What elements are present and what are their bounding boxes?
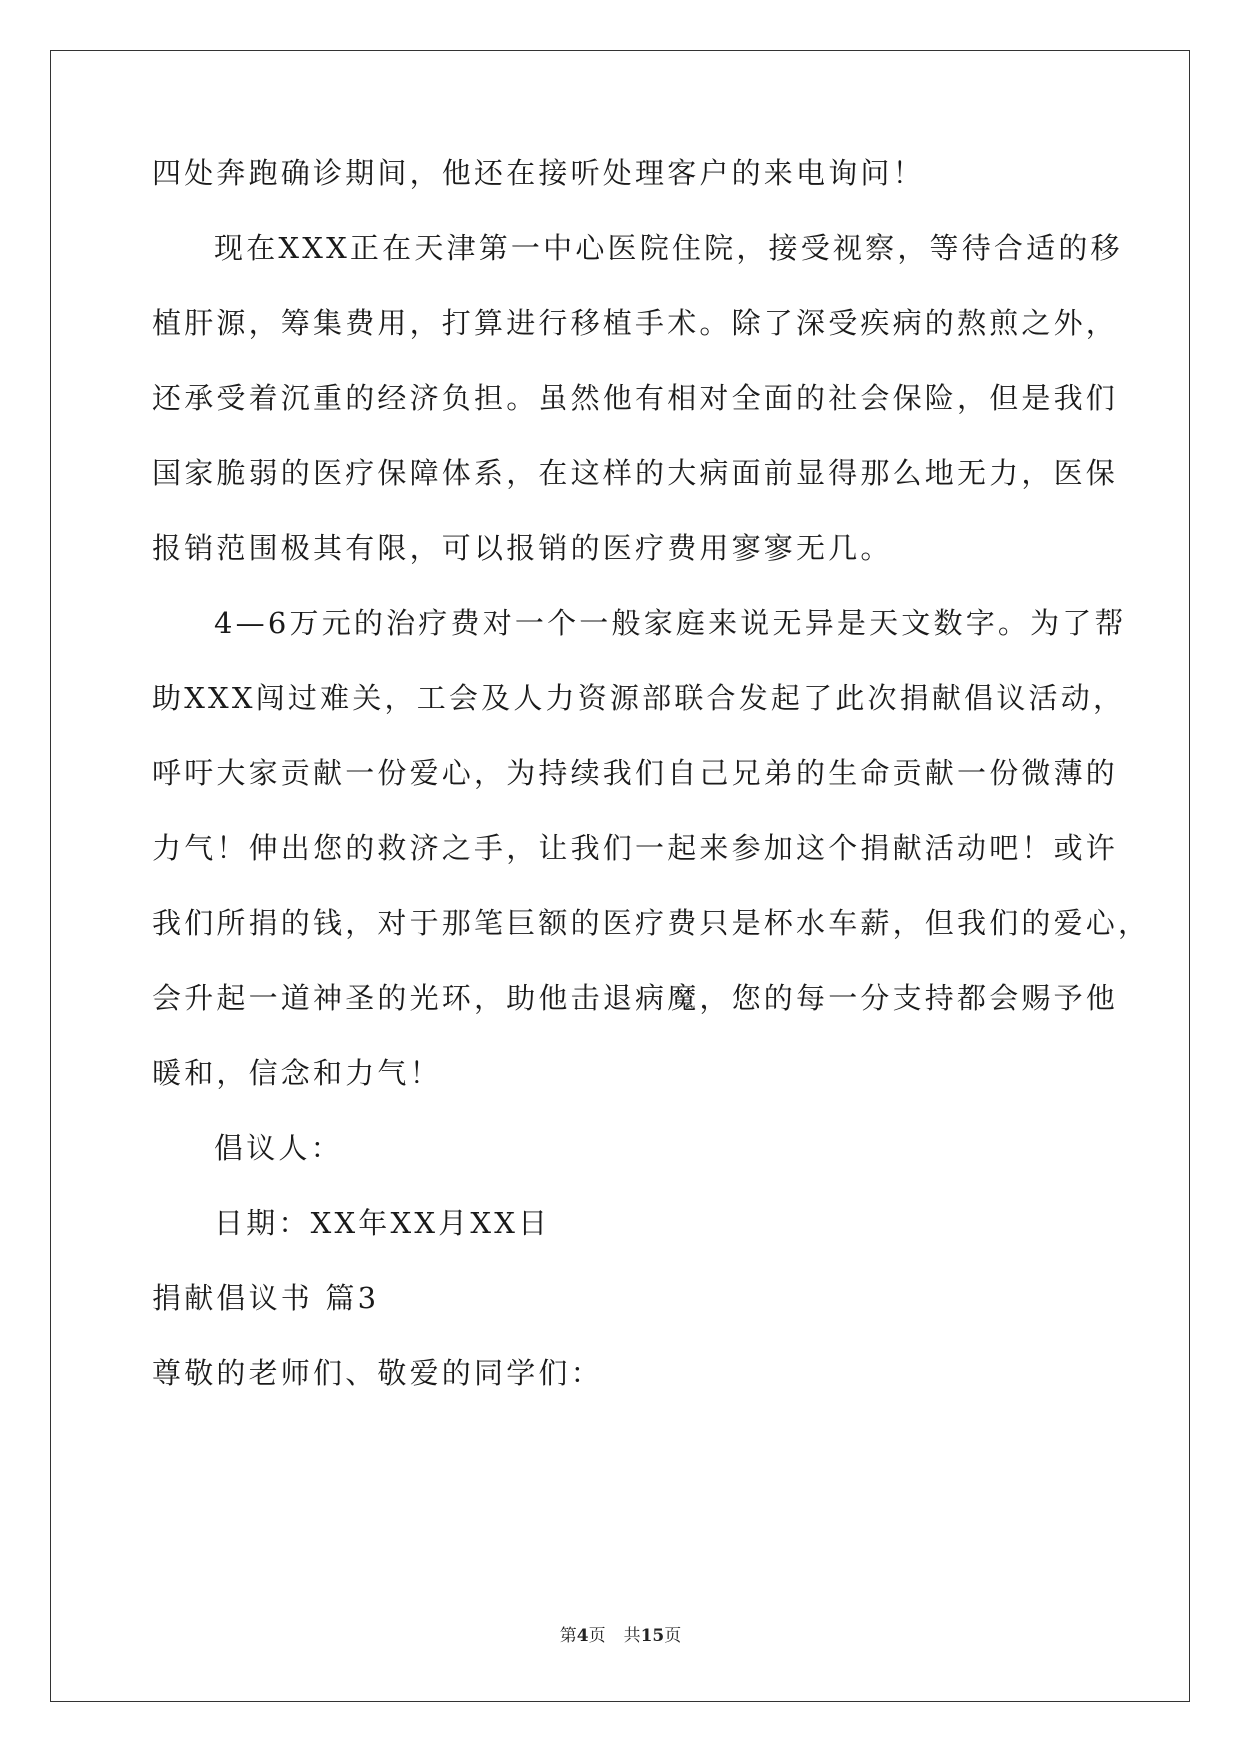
body-line-11: 我们所捐的钱，对于那笔巨额的医疗费只是杯水车薪，但我们的爱心， bbox=[152, 906, 1151, 940]
body-line-12: 会升起一道神圣的光环，助他击退病魔，您的每一分支持都会赐予他 bbox=[152, 981, 1119, 1015]
total-suffix: 页 bbox=[664, 1626, 682, 1646]
body-line-5: 国家脆弱的医疗保障体系，在这样的大病面前显得那么地无力，医保 bbox=[152, 456, 1119, 490]
page-suffix: 页 bbox=[588, 1626, 606, 1646]
total-prefix: 共 bbox=[623, 1626, 641, 1646]
page-number: 4 bbox=[576, 1626, 589, 1646]
page-footer bbox=[0, 1624, 1241, 1648]
body-line-4: 还承受着沉重的经济负担。虽然他有相对全面的社会保险，但是我们 bbox=[152, 381, 1119, 415]
page-prefix: 第 bbox=[559, 1626, 577, 1646]
body-line-2: 现在XXX正在天津第一中心医院住院，接受视察，等待合适的移 bbox=[214, 231, 1123, 265]
body-line-13: 暖和，信念和力气！ bbox=[152, 1056, 442, 1090]
body-line-10: 力气！伸出您的救济之手，让我们一起来参加这个捐献活动吧！或许 bbox=[152, 831, 1119, 865]
body-line-1: 四处奔跑确诊期间，他还在接听处理客户的来电询问！ bbox=[152, 156, 925, 190]
salutation: 尊敬的老师们、敬爱的同学们： bbox=[152, 1356, 603, 1390]
page-border bbox=[50, 50, 1190, 1702]
body-line-8: 助XXX闯过难关，工会及人力资源部联合发起了此次捐献倡议活动， bbox=[152, 681, 1126, 715]
body-line-6: 报销范围极其有限，可以报销的医疗费用寥寥无几。 bbox=[152, 531, 893, 565]
body-line-9: 呼吁大家贡献一份爱心，为持续我们自己兄弟的生命贡献一份微薄的 bbox=[152, 756, 1119, 790]
signature-initiator: 倡议人： bbox=[214, 1131, 343, 1165]
total-pages: 15 bbox=[640, 1626, 665, 1646]
section-heading: 捐献倡议书 篇3 bbox=[152, 1281, 380, 1315]
body-line-7: 4—6万元的治疗费对一个一般家庭来说无异是天文数字。为了帮 bbox=[214, 606, 1127, 640]
body-line-3: 植肝源，筹集费用，打算进行移植手术。除了深受疾病的熬煎之外， bbox=[152, 306, 1119, 340]
signature-date: 日期：XX年XX月XX日 bbox=[214, 1206, 551, 1240]
